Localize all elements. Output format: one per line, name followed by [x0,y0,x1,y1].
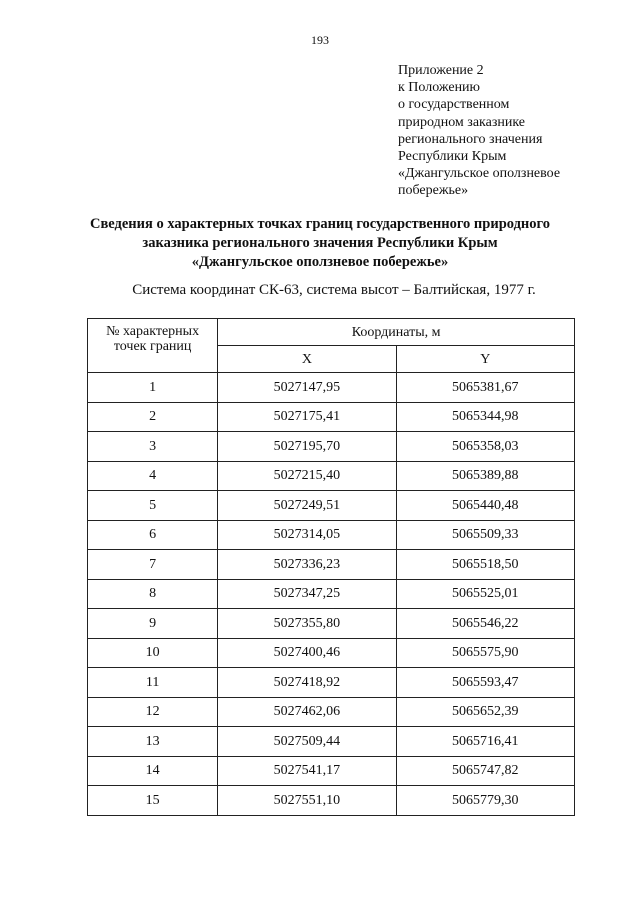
y-coordinate-cell: 5065389,88 [396,461,574,491]
y-coordinate-cell: 5065381,67 [396,373,574,403]
coordinate-system-note: Система координат СК-63, система высот – Балтийская, 1977 г. [132,282,536,298]
point-number-cell: 1 [88,373,218,403]
y-coordinate-cell: 5065593,47 [396,668,574,698]
y-coordinate-cell: 5065779,30 [396,786,574,816]
x-coordinate-cell: 5027462,06 [218,697,396,727]
table-row [88,786,575,816]
point-number-cell: 11 [88,668,218,698]
x-coordinate-cell: 5027195,70 [218,432,396,462]
appendix-line: о государственном [398,97,510,113]
table-row [88,609,575,639]
table-row [88,579,575,609]
point-number-cell: 9 [88,609,218,639]
y-coordinate-cell: 5065747,82 [396,756,574,786]
x-coordinate-cell: 5027347,25 [218,579,396,609]
table-row [88,756,575,786]
x-coordinate-cell: 5027541,17 [218,756,396,786]
table-row [88,373,575,403]
y-coordinate-cell: 5065509,33 [396,520,574,550]
point-number-header [88,319,218,373]
x-coordinate-cell: 5027147,95 [218,373,396,403]
x-coordinate-cell: 5027314,05 [218,520,396,550]
table-row [88,402,575,432]
table-row [88,432,575,462]
point-number-cell: 5 [88,491,218,521]
point-number-cell: 3 [88,432,218,462]
appendix-line: регионального значения [398,131,543,147]
table-row [88,550,575,580]
table-row [88,461,575,491]
point-number-cell: 15 [88,786,218,816]
appendix-line: природном заказнике [398,114,526,130]
y-coordinate-cell: 5065546,22 [396,609,574,639]
page-number: 193 [311,33,329,47]
x-coordinate-cell: 5027249,51 [218,491,396,521]
x-coordinate-cell: 5027509,44 [218,727,396,757]
x-coordinate-cell: 5027175,41 [218,402,396,432]
point-number-cell: 7 [88,550,218,580]
x-coordinate-cell: 5027336,23 [218,550,396,580]
point-number-cell: 10 [88,638,218,668]
coordinates-table [87,318,575,816]
x-coordinate-cell: 5027215,40 [218,461,396,491]
table-row [88,727,575,757]
title-line: «Джангульское оползневое побережье» [191,254,449,270]
x-coordinate-cell: 5027355,80 [218,609,396,639]
y-coordinate-cell: 5065344,98 [396,402,574,432]
point-number-cell: 8 [88,579,218,609]
point-number-cell: 6 [88,520,218,550]
x-coordinate-cell: 5027400,46 [218,638,396,668]
appendix-line: Республики Крым [398,149,507,165]
y-coordinate-cell: 5065575,90 [396,638,574,668]
appendix-line: «Джангульское оползневое [398,166,561,182]
y-column-header: Y [396,346,574,373]
point-number-cell: 2 [88,402,218,432]
title-line: заказника регионального значения Республики Крым [142,235,498,251]
point-number-cell: 13 [88,727,218,757]
title-line: Сведения о характерных точках границ государственного природного [89,216,551,232]
x-coordinate-cell: 5027551,10 [218,786,396,816]
x-column-header: X [218,346,396,373]
point-number-cell: 14 [88,756,218,786]
table-row [88,491,575,521]
y-coordinate-cell: 5065440,48 [396,491,574,521]
y-coordinate-cell: 5065716,41 [396,727,574,757]
appendix-line: побережье» [398,183,469,199]
y-coordinate-cell: 5065358,03 [396,432,574,462]
appendix-block [398,62,598,200]
x-coordinate-cell: 5027418,92 [218,668,396,698]
point-number-header-line: № характерных [106,324,200,339]
table-row [88,668,575,698]
point-number-cell: 4 [88,461,218,491]
point-number-header-line: точек границ [113,339,192,354]
document-title [0,215,640,272]
table-header-row [88,319,575,346]
y-coordinate-cell: 5065652,39 [396,697,574,727]
coordinates-header: Координаты, м [218,319,575,346]
table-row [88,697,575,727]
table-row [88,638,575,668]
appendix-line: Приложение 2 [398,63,484,78]
appendix-line: к Положению [398,80,481,96]
table-row [88,520,575,550]
point-number-cell: 12 [88,697,218,727]
y-coordinate-cell: 5065525,01 [396,579,574,609]
y-coordinate-cell: 5065518,50 [396,550,574,580]
